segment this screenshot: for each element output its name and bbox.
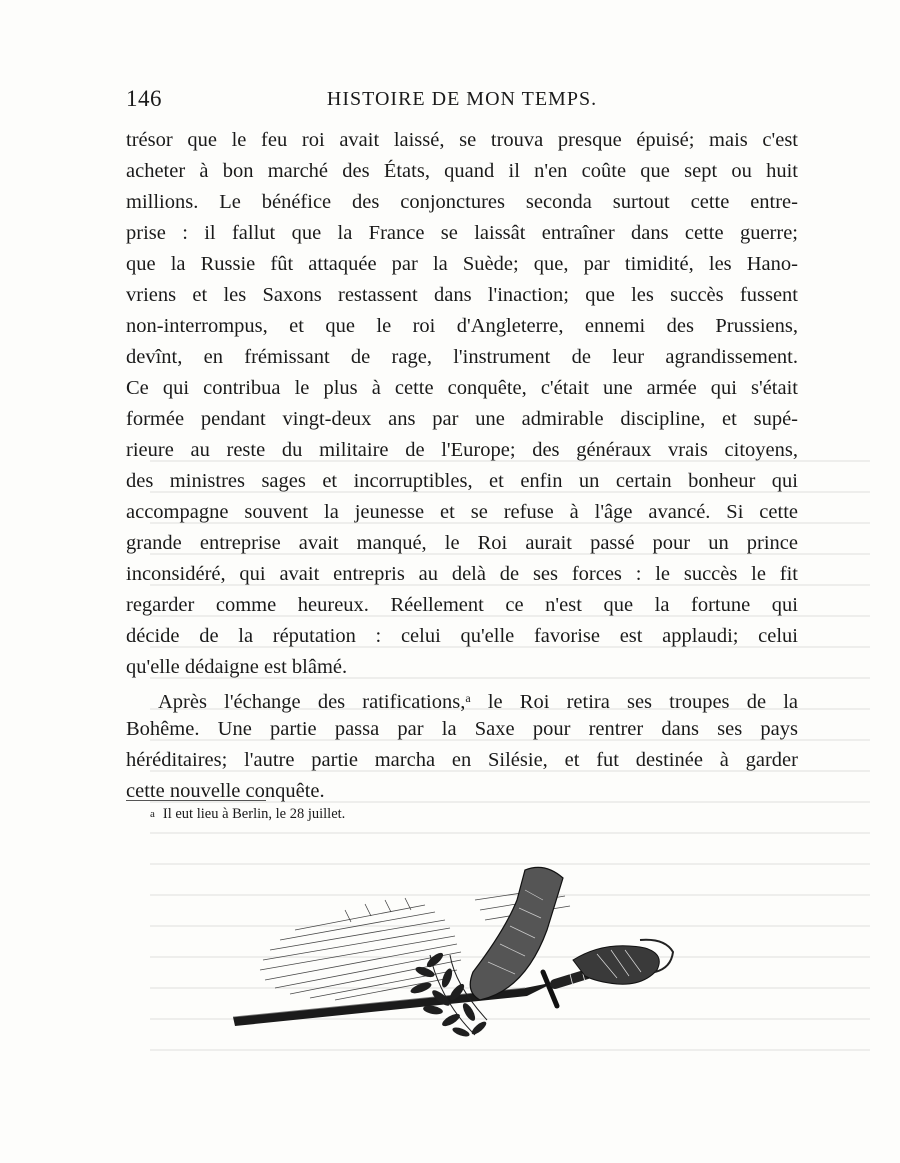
footnote-text: Il eut lieu à Berlin, le 28 juillet. [162, 806, 346, 822]
footnote-mark: a [150, 808, 155, 820]
text-line: Bohême. Une partie passa par la Saxe pour rentrer dans ses pays [126, 718, 798, 740]
text-line: formée pendant vingt-deux ans par une admirable discipline, et supé- [126, 408, 798, 430]
text-line: acheter à bon marché des États, quand il n'en coûte que sept ou huit [126, 160, 798, 182]
running-title: HISTOIRE DE MON TEMPS. [326, 88, 598, 110]
text-fragment: le Roi retira ses troupes de la [470, 691, 799, 713]
text-line: millions. Le bénéfice des conjonctures seconda surtout cette entre- [126, 191, 798, 213]
text-line: décide de la réputation : celui qu'elle favorise est applaudi; celui [126, 625, 798, 647]
text-line: Ce qui contribua le plus à cette conquête, c'était une armée qui s'était [126, 377, 798, 399]
footnote-reference[interactable]: a [465, 691, 471, 705]
text-line: grande entreprise avait manqué, le Roi aurait passé pour un prince [126, 532, 798, 554]
text-line: que la Russie fût attaquée par la Suède; que, par timidité, les Hano- [126, 253, 798, 275]
paragraph-2-first-line [126, 683, 798, 714]
text-line: inconsidéré, qui avait entrepris au delà de ses forces : le succès le fit [126, 563, 798, 585]
text-line: rieure au reste du militaire de l'Europe; des généraux vrais citoyens, [126, 439, 798, 461]
text-fragment: Après l'échange des ratifications, [158, 691, 466, 713]
text-line: regarder comme heureux. Réellement ce n'est que la fortune qui [126, 594, 798, 616]
text-line: des ministres sages et incorruptibles, et enfin un certain bonheur qui [126, 470, 798, 492]
text-line: non-interrompus, et que le roi d'Angleterre, ennemi des Prussiens, [126, 315, 798, 337]
laurel-sword-hand-engraving-icon [225, 860, 675, 1050]
text-line: qu'elle dédaigne est blâmé. [126, 656, 348, 678]
main-text [126, 125, 798, 807]
page-header [126, 86, 798, 116]
text-line: trésor que le feu roi avait laissé, se trouva presque épuisé; mais c'est [126, 129, 798, 151]
page-number: 146 [126, 86, 162, 111]
footnote-divider [126, 800, 266, 801]
text-line: héréditaires; l'autre partie marcha en Silésie, et fut destinée à garder [126, 749, 798, 771]
text-line: accompagne souvent la jeunesse et se refuse à l'âge avancé. Si cette [126, 501, 798, 523]
text-line: cette nouvelle conquête. [126, 780, 325, 802]
text-line: prise : il fallut que la France se laissât entraîner dans cette guerre; [126, 222, 798, 244]
footnote [150, 802, 345, 826]
text-line: vriens et les Saxons restassent dans l'inaction; que les succès fussent [126, 284, 798, 306]
text-line: devînt, en frémissant de rage, l'instrument de leur agrandissement. [126, 346, 798, 368]
